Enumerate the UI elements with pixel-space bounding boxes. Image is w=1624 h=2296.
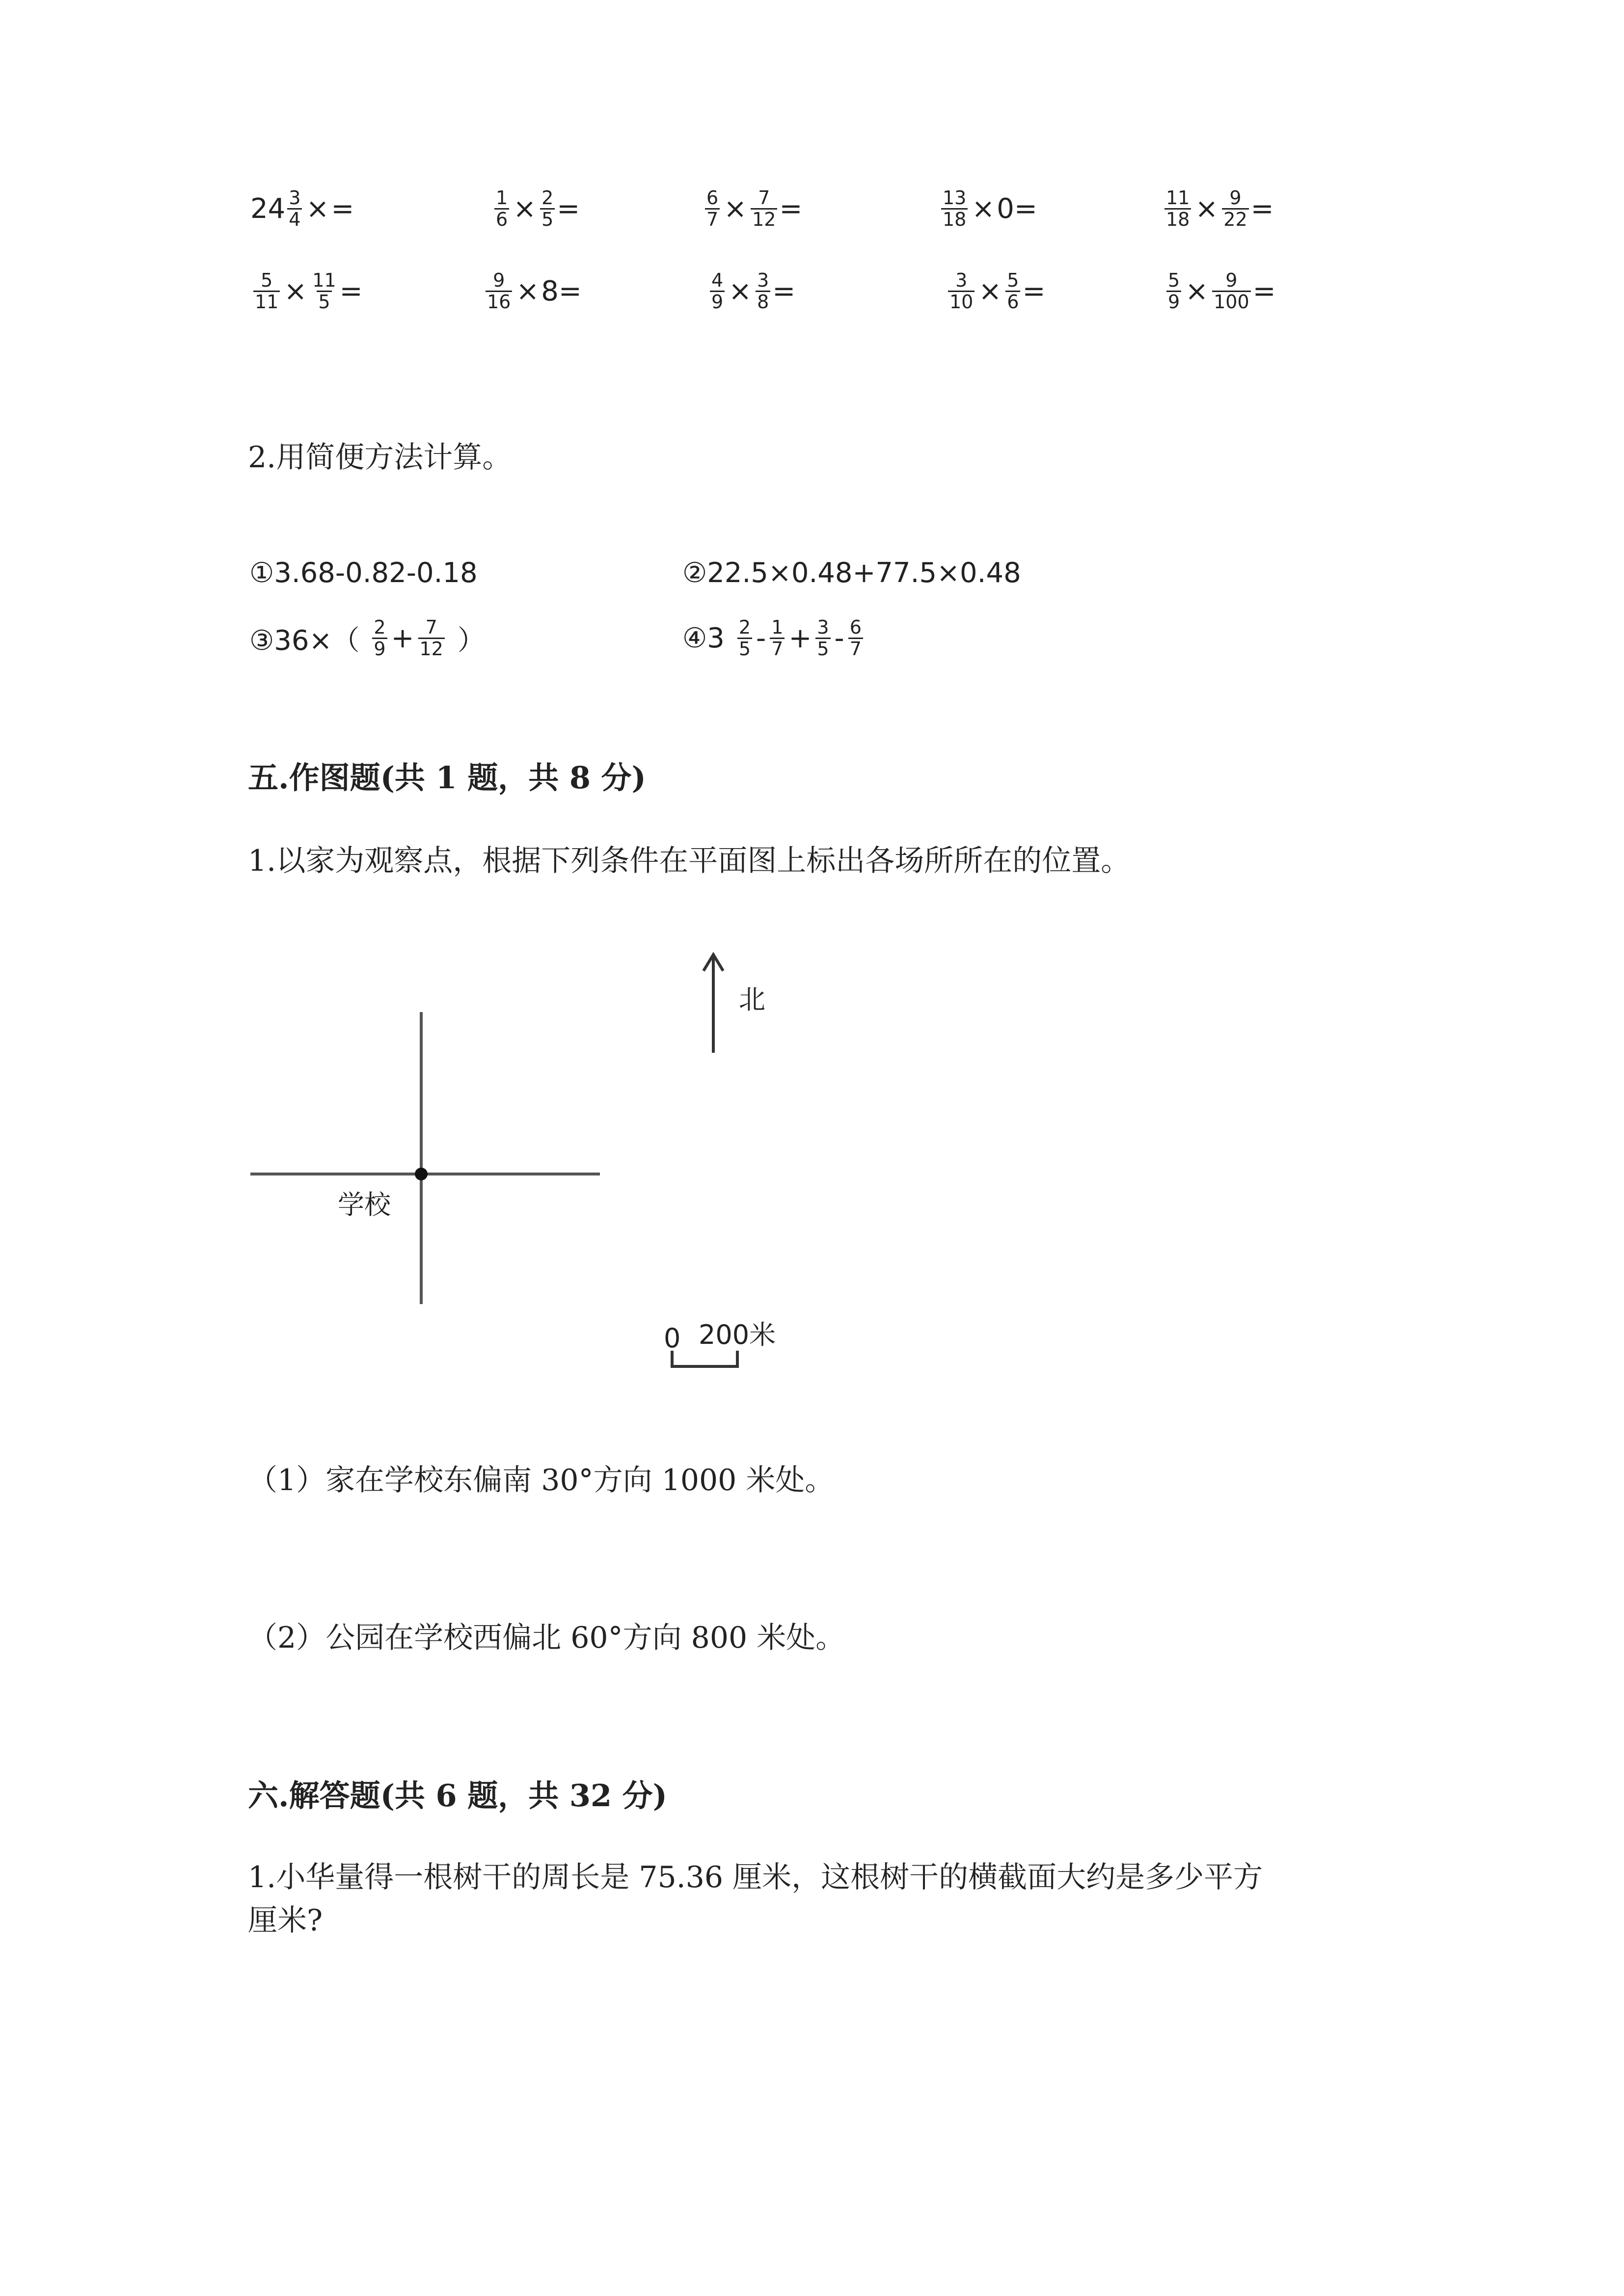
plus-sign: + [788,622,812,655]
minus-sign: - [834,622,844,655]
simplify-q1: ①3.68-0.82-0.18 [249,557,478,589]
section-5-sub-2: （2）公园在学校西偏北 60°方向 800 米处。 [248,1621,845,1655]
fraction: $\frac{5}{6}$ [1005,270,1020,312]
times-sign: × [516,275,540,308]
section-5-sub-1: （1）家在学校东偏南 30°方向 1000 米处。 [248,1463,835,1497]
fraction: $\frac{7}{12}$ [751,188,777,230]
times-sign: × [1195,193,1218,225]
scale-value-label: 200米 [699,1319,776,1350]
times-sign: × [513,193,537,225]
simplify-q2: ②22.5×0.48+77.5×0.48 [682,557,1021,589]
scale-bar [672,1351,737,1366]
fraction: $\frac{3}{10}$ [948,270,974,312]
north-label: 北 [739,984,765,1015]
section-6-question-1-line-2: 厘米? [248,1903,323,1938]
fraction: $\frac{3}{5}$ [815,617,830,659]
q3-suffix: ） [457,624,485,657]
section-5-heading: 五.作图题(共 1 题，共 8 分) [248,760,646,796]
operand: 0 [997,193,1014,225]
times-sign: × [284,275,307,308]
times-sign: × [729,275,752,308]
section-6-question-1-line-1: 1.小华量得一根树干的周长是 75.36 厘米，这根树干的横截面大约是多少平方 [248,1860,1263,1895]
equals-sign: = [1250,193,1274,225]
equals-sign: = [339,275,363,308]
equals-sign: = [772,275,796,308]
q4-prefix: ④3 [682,622,725,655]
fraction: $\frac{3}{4}$ [287,188,302,230]
equals-sign: = [1014,193,1037,225]
operand: 8 [541,275,559,308]
school-label: 学校 [338,1189,391,1220]
school-point [415,1168,428,1180]
equals-sign: = [558,275,582,308]
equals-sign: = [1022,275,1046,308]
whole-number: 24 [250,193,286,225]
fraction: $\frac{3}{8}$ [756,270,770,312]
fraction: $\frac{5}{9}$ [1166,270,1181,312]
times-sign: × [306,193,329,225]
times-sign: × [978,275,1002,308]
scale-zero-label: 0 [664,1323,681,1354]
fraction: $\frac{2}{5}$ [737,617,752,659]
section-5-question-1: 1.以家为观察点，根据下列条件在平面图上标出各场所所在的位置。 [248,844,1131,878]
equals-sign: = [1252,275,1276,308]
minus-sign: - [756,622,766,655]
q3-prefix: ③36×（ [249,624,360,657]
fraction: $\frac{2}{5}$ [540,188,555,230]
fraction: $\frac{11}{18}$ [1164,188,1191,230]
fraction: $\frac{11}{5}$ [312,269,336,313]
fraction: $\frac{9}{16}$ [486,270,512,312]
times-sign: × [972,193,995,225]
fraction: $\frac{6}{7}$ [848,617,863,659]
times-sign: × [724,193,747,225]
equals-sign: = [557,193,580,225]
fraction: $\frac{1}{6}$ [494,188,509,230]
fraction: $\frac{7}{12}$ [418,617,445,659]
fraction: $\frac{2}{9}$ [372,617,387,659]
fraction: $\frac{13}{18}$ [941,188,968,230]
fraction: $\frac{5}{11}$ [253,270,280,312]
fraction: $\frac{6}{7}$ [705,188,720,230]
plus-sign: + [391,622,414,655]
fraction: $\frac{9}{100}$ [1212,270,1251,312]
fraction: $\frac{1}{7}$ [770,617,785,659]
section-6-heading: 六.解答题(共 6 题，共 32 分) [248,1778,668,1814]
times-sign: × [1185,275,1209,308]
equals-sign: = [779,193,803,225]
fraction: $\frac{9}{22}$ [1222,188,1248,230]
question-2-title: 2.用简便方法计算。 [248,440,512,475]
equals-sign: = [331,193,354,225]
fraction: $\frac{4}{9}$ [710,270,725,312]
